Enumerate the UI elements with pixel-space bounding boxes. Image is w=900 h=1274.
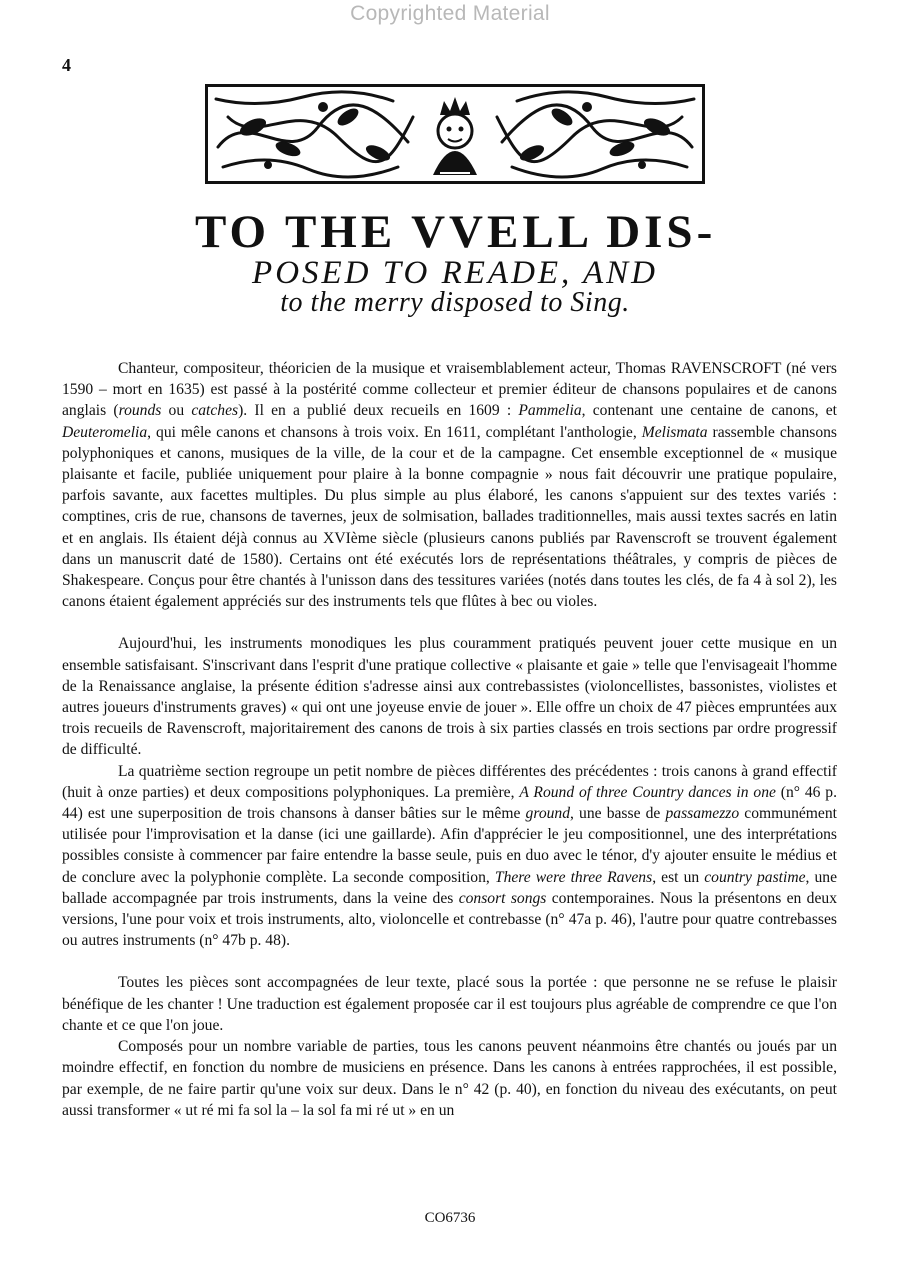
text-segment: , contenant une centaine de canons, et [581, 402, 837, 420]
text-segment: , une basse de [570, 805, 666, 823]
text-segment: , qui mêle canons et chansons à trois voix. En 1611, complétant l'anthologie, [147, 423, 642, 441]
paragraph [62, 358, 837, 612]
italic-title: Pammelia [518, 402, 582, 420]
text-segment: La quatrième section regroupe un petit nombre de pièces différentes des précédentes : trois canons à grand effectif (huit à onze parties) et deux compositions polyphoniques. La première, [62, 762, 837, 801]
text-segment: , est un [652, 868, 705, 886]
italic-title: consort songs [458, 889, 547, 907]
italic-title: catches [191, 402, 239, 420]
text-segment: ). Il en a publié deux recueils en 1609 : [238, 402, 519, 420]
text-segment: Toutes les pièces sont accompagnées de leur texte, placé sous la portée : que personne ne se refuse le plaisir bénéfique de les chanter ! Une traduction est également proposée car il est toujours plus agréable de comprendre ce que l'on chante et ce que l'on joue. [62, 974, 837, 1034]
text-segment: Aujourd'hui, les instruments monodiques les plus couramment pratiqués peuvent jouer cette musique en un ensemble satisfaisant. S'inscrivant dans l'esprit d'une pratique collective « plaisante et gaie » telle que l'envisageait l'homme de la Renaissance anglaise, la présente édition s'adresse ainsi aux contrebassistes (violoncellistes, bassonistes, violistes et autres joueurs d'instruments graves) « qui ont une joyeuse envie de jouer ». Elle offre un choix de 47 pièces empruntées aux trois recueils de Ravenscroft, majoritairement des canons de trois à six parties classés en trois sections par ordre progressif de difficulté. [62, 635, 837, 759]
foliage-ornament-icon [208, 87, 702, 181]
title-line-2: POSED TO READE, AND [252, 255, 658, 291]
text-segment: Composés pour un nombre variable de parties, tous les canons peuvent néanmoins être chantés ou joués par un moindre effectif, en fonction du nombre de musiciens en présence. Dans les canons à entrées rapprochées, il est possible, par exemple, de ne faire partir qu'une voix sur deux. Dans le n° 42 (p. 40), en fonction du niveau des exécutants, on peut aussi transformer « ut ré mi fa sol la – la sol fa mi ré ut » en un [62, 1038, 837, 1119]
italic-title: ground [525, 805, 571, 823]
italic-title: country pastime [704, 868, 806, 886]
paragraph [62, 633, 837, 760]
paragraph [62, 761, 837, 952]
italic-title: rounds [118, 402, 162, 420]
text-segment: contemporaines. Nous la présentons en deux versions, l'une pour voix et trois instruments, alto, violoncelle et contrebasse (n° 47a p. 46), l'autre pour quatre contrebasses ou autres instruments (n° 47b p. 48). [62, 889, 837, 950]
italic-title: passamezzo [665, 805, 740, 823]
italic-title: A Round of three Country dances in one [519, 783, 776, 801]
paragraph [62, 972, 837, 1036]
text-segment: ou [161, 402, 192, 420]
italic-title: There were three Ravens [494, 868, 653, 886]
text-segment: communément utilisée pour l'improvisation et la danse (ici une gaillarde). Afin d'apprécier le jeu compositionnel, une des interprétations possibles consiste à commencer par faire entendre la basse seule, puis en duo avec le ténor, d'y ajouter ensuite le médius et de conclure avec la polyphonie complète. La seconde composition, [62, 805, 837, 886]
paragraph [62, 1036, 837, 1121]
text-segment: , une ballade accompagnée par trois instruments, dans la veine des [62, 868, 838, 907]
text-segment: rassemble chansons polyphoniques et canons, musiques de la ville, de la cour et de la campagne. Cet ensemble exceptionnel de « musique plaisante et facile, publiée uniquement pour plaire à la bonne compagnie » nous fait découvrir une pratique populaire, parfois savante, aux facettes multiples. Du plus simple au plus élaboré, les canons s'appuient sur des textes variés : comptines, cris de rue, chansons de tavernes, jeux de solmisation, ballades traditionnelles, mais aussi textes sacrés en latin et en anglais. Ils étaient déjà connus au XVIème siècle (plusieurs canons publiés par Ravenscroft se trouvent également dans un manuscrit daté de 1580). Certains ont été exécutés lors de représentations théâtrales, y compris de pièces de Shakespeare. Conçus pour être chantés à l'unisson dans des tessitures variées (notés dans toutes les clés, de fa 4 à sol 2), les canons étaient également appréciés sur des instruments tels que flûtes à bec ou violes. [62, 423, 837, 611]
title-line-1: TO THE VVELL DIS- [195, 206, 717, 258]
text-segment: Chanteur, compositeur, théoricien de la musique et vraisemblablement acteur, Thomas RAVENSCROFT (né vers 1590 – mort en 1635) est passé à la postérité comme collecteur et premier éditeur de chansons populaires et de canons anglais ( [62, 360, 837, 420]
italic-title: Deuteromelia [62, 423, 148, 441]
text-segment: (n° 46 p. 44) est une superposition de trois chansons à danser bâties sur le même [62, 783, 837, 823]
body-text [62, 358, 837, 1121]
catalog-number: CO6736 [424, 1210, 476, 1226]
woodcut-ornament-banner [205, 84, 705, 184]
page-number: 4 [62, 55, 71, 75]
copyright-watermark: Copyrighted Material [350, 2, 550, 25]
title-line-3: to the merry disposed to Sing. [280, 287, 630, 318]
italic-title: Melismata [641, 423, 708, 441]
